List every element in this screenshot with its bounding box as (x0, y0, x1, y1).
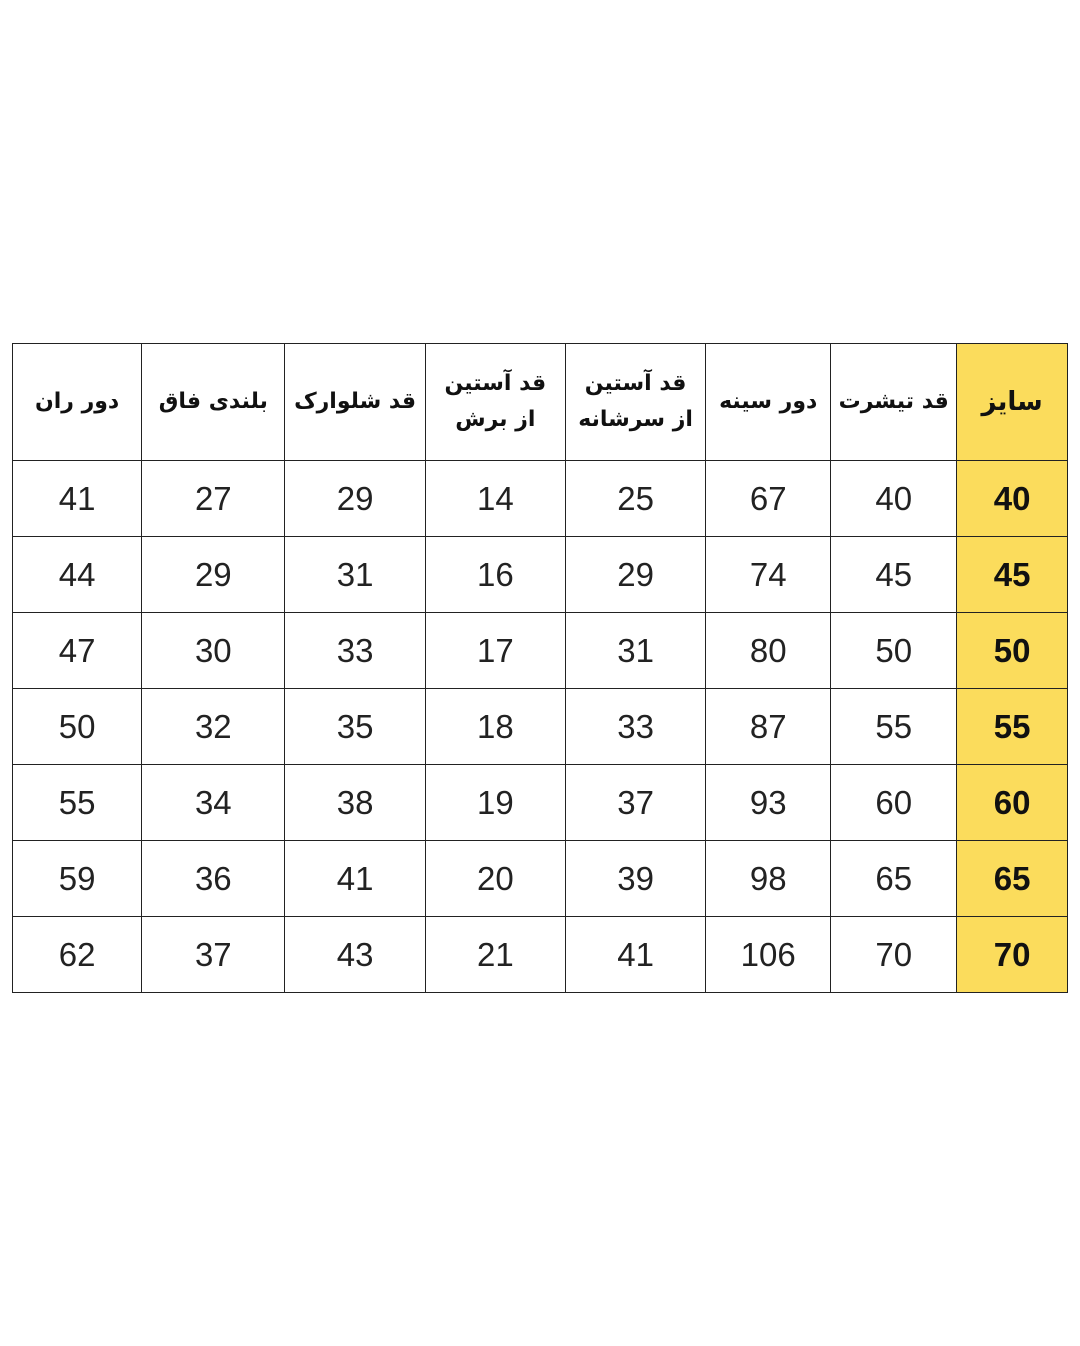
table-row (13, 841, 1068, 917)
header-sleeve-from-shoulder (565, 344, 705, 461)
header-size-label: سایز (981, 387, 1043, 417)
header-sleeve-from-cut-label: قد آستین از برش (444, 371, 547, 432)
header-size (957, 344, 1068, 461)
table-row (13, 537, 1068, 613)
sleeve-shoulder-cell: 25 (565, 461, 705, 537)
header-thigh (13, 344, 142, 461)
table-row (13, 689, 1068, 765)
header-sleeve-from-cut (425, 344, 565, 461)
header-shirt-length (831, 344, 957, 461)
shorts-length-cell: 43 (285, 917, 425, 993)
table-row (13, 613, 1068, 689)
thigh-cell: 44 (13, 537, 142, 613)
size-chart-table (12, 343, 1068, 993)
size-cell: 65 (957, 841, 1068, 917)
chest-cell: 74 (706, 537, 831, 613)
rise-cell: 36 (142, 841, 285, 917)
sleeve-shoulder-cell: 33 (565, 689, 705, 765)
header-shorts-length (285, 344, 425, 461)
table-row (13, 461, 1068, 537)
sleeve-cut-cell: 18 (425, 689, 565, 765)
sleeve-shoulder-cell: 31 (565, 613, 705, 689)
size-cell: 40 (957, 461, 1068, 537)
table-row (13, 917, 1068, 993)
chest-cell: 80 (706, 613, 831, 689)
header-chest-label: دور سینه (719, 389, 818, 414)
header-rise (142, 344, 285, 461)
size-cell: 50 (957, 613, 1068, 689)
shirt-length-cell: 65 (831, 841, 957, 917)
header-shorts-length-label: قد شلوارک (294, 389, 417, 414)
chest-cell: 93 (706, 765, 831, 841)
chest-cell: 98 (706, 841, 831, 917)
shorts-length-cell: 33 (285, 613, 425, 689)
rise-cell: 34 (142, 765, 285, 841)
sleeve-cut-cell: 19 (425, 765, 565, 841)
thigh-cell: 59 (13, 841, 142, 917)
sleeve-cut-cell: 20 (425, 841, 565, 917)
rise-cell: 37 (142, 917, 285, 993)
thigh-cell: 41 (13, 461, 142, 537)
rise-cell: 30 (142, 613, 285, 689)
shirt-length-cell: 55 (831, 689, 957, 765)
thigh-cell: 55 (13, 765, 142, 841)
rise-cell: 27 (142, 461, 285, 537)
header-thigh-label: دور ران (34, 389, 120, 414)
shirt-length-cell: 40 (831, 461, 957, 537)
sleeve-cut-cell: 14 (425, 461, 565, 537)
thigh-cell: 47 (13, 613, 142, 689)
chest-cell: 106 (706, 917, 831, 993)
thigh-cell: 62 (13, 917, 142, 993)
header-row (13, 344, 1068, 461)
header-shirt-length-label: قد تیشرت (838, 389, 949, 414)
shirt-length-cell: 60 (831, 765, 957, 841)
thigh-cell: 50 (13, 689, 142, 765)
sleeve-shoulder-cell: 29 (565, 537, 705, 613)
table-row (13, 765, 1068, 841)
rise-cell: 29 (142, 537, 285, 613)
sleeve-cut-cell: 21 (425, 917, 565, 993)
size-cell: 70 (957, 917, 1068, 993)
sleeve-cut-cell: 17 (425, 613, 565, 689)
shirt-length-cell: 70 (831, 917, 957, 993)
shirt-length-cell: 50 (831, 613, 957, 689)
header-sleeve-from-shoulder-label: قد آستین از سرشانه (578, 371, 693, 432)
size-cell: 60 (957, 765, 1068, 841)
sleeve-shoulder-cell: 41 (565, 917, 705, 993)
size-cell: 55 (957, 689, 1068, 765)
sleeve-shoulder-cell: 39 (565, 841, 705, 917)
chest-cell: 67 (706, 461, 831, 537)
shorts-length-cell: 29 (285, 461, 425, 537)
sleeve-shoulder-cell: 37 (565, 765, 705, 841)
chest-cell: 87 (706, 689, 831, 765)
sleeve-cut-cell: 16 (425, 537, 565, 613)
shorts-length-cell: 41 (285, 841, 425, 917)
shorts-length-cell: 38 (285, 765, 425, 841)
size-cell: 45 (957, 537, 1068, 613)
header-rise-label: بلندی فاق (158, 389, 268, 414)
shorts-length-cell: 35 (285, 689, 425, 765)
header-chest (706, 344, 831, 461)
shorts-length-cell: 31 (285, 537, 425, 613)
rise-cell: 32 (142, 689, 285, 765)
shirt-length-cell: 45 (831, 537, 957, 613)
